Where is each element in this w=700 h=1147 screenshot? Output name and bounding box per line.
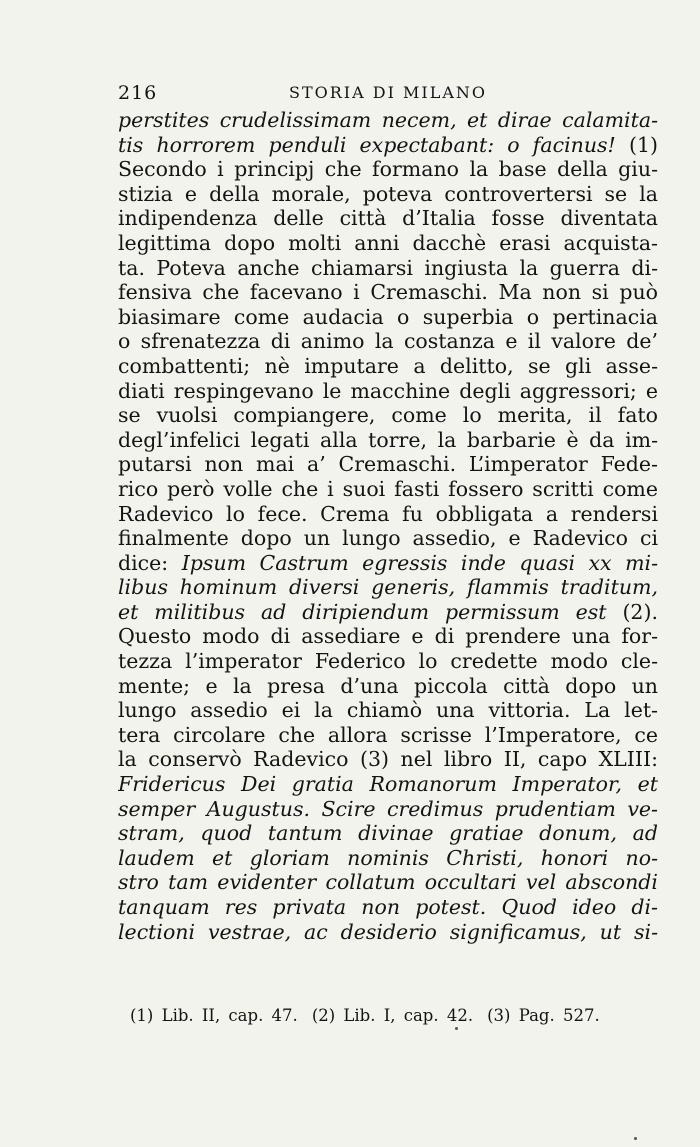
page-number: 216 bbox=[118, 82, 158, 104]
text-segment: o sfrenatezza di animo la costanza e il valore de’ bbox=[118, 329, 658, 354]
text-line bbox=[118, 624, 658, 649]
latin-quote: perstites crudelissimam necem, et dirae calamita- bbox=[118, 108, 658, 132]
text-segment: ta. Poteva anche chiamarsi ingiusta la guerra di- bbox=[118, 255, 658, 280]
latin-quote: laudem et gloriam nominis Christi, honori no- bbox=[118, 845, 658, 870]
text-line bbox=[118, 133, 658, 158]
text-line bbox=[118, 477, 658, 502]
latin-quote: Ipsum Castrum egressis inde quasi xx mi- bbox=[181, 550, 658, 575]
text-line bbox=[118, 772, 658, 797]
text-line bbox=[118, 649, 658, 674]
text-segment: finalmente dopo un lungo assedio, e Radevico ci bbox=[118, 526, 658, 551]
text-line bbox=[118, 821, 658, 846]
latin-quote: lectioni vestrae, ac desiderio significamus, ut si- bbox=[118, 919, 658, 944]
text-line bbox=[118, 747, 658, 772]
text-segment: dice: bbox=[118, 550, 182, 575]
text-segment: se vuolsi compiangere, come lo merita, il fato bbox=[118, 403, 658, 428]
text-segment: legittima dopo molti anni dacchè erasi acquista- bbox=[118, 230, 658, 255]
text-segment: la conservò Radevico (3) nel libro II, capo XLIII: bbox=[118, 747, 658, 772]
text-segment: diati respingevano le macchine degli aggressori; e bbox=[118, 378, 658, 403]
page-header bbox=[118, 82, 658, 110]
text-segment: degl’infelici legati alla torre, la barbarie è da im- bbox=[118, 427, 658, 452]
paper-speck bbox=[634, 1137, 637, 1140]
text-segment: putarsi non mai a’ Cremaschi. L’imperator Fede- bbox=[118, 452, 658, 477]
footnote: (1) Lib. II, cap. 47. bbox=[130, 1006, 298, 1025]
latin-quote: tanquam res privata non potest. Quod ideo di- bbox=[118, 895, 658, 919]
text-segment: lungo assedio ei la chiamò una vittoria. La let- bbox=[118, 698, 658, 723]
text-line bbox=[118, 846, 658, 871]
text-line bbox=[118, 920, 658, 945]
latin-quote: tis horrorem penduli expectabant: o facinus! bbox=[118, 132, 616, 157]
latin-quote: libus hominum diversi generis, flammis traditum, bbox=[118, 575, 658, 600]
text-line bbox=[118, 502, 658, 527]
latin-quote: stram, quod tantum divinae gratiae donum, ad bbox=[118, 821, 658, 846]
text-segment: Questo modo di assediare e di prendere una for- bbox=[118, 624, 658, 649]
text-segment: tezza l’imperator Federico lo credette modo cle- bbox=[118, 649, 658, 674]
text-segment: stizia e della morale, poteva controvertersi se la bbox=[118, 181, 658, 206]
text-line bbox=[118, 182, 658, 207]
text-line bbox=[118, 280, 658, 305]
text-line bbox=[118, 698, 658, 723]
paper-speck bbox=[455, 1027, 458, 1030]
text-segment: (1) bbox=[615, 132, 658, 157]
text-line bbox=[118, 895, 658, 920]
body-text bbox=[118, 108, 658, 944]
text-line bbox=[118, 379, 658, 404]
text-segment: fensiva che facevano i Cremaschi. Ma non si può bbox=[118, 280, 658, 305]
text-line bbox=[118, 452, 658, 477]
text-segment: (2). bbox=[606, 599, 658, 624]
running-title: STORIA DI MILANO bbox=[289, 83, 487, 102]
text-segment: indipendenza delle città d’Italia fosse diventata bbox=[118, 206, 658, 231]
text-segment: biasimare come audacia o superbia o pertinacia bbox=[118, 304, 658, 329]
text-line bbox=[118, 329, 658, 354]
text-line bbox=[118, 674, 658, 699]
text-line bbox=[118, 206, 658, 231]
text-line bbox=[118, 575, 658, 600]
latin-quote: Fridericus Dei gratia Romanorum Imperator, et bbox=[118, 772, 658, 797]
latin-quote: semper Augustus. Scire credimus prudentiam ve- bbox=[118, 796, 658, 821]
latin-quote: et militibus ad diripiendum permissum est bbox=[118, 599, 607, 624]
text-segment: rico però volle che i suoi fasti fossero scritti come bbox=[118, 476, 658, 501]
text-line bbox=[118, 157, 658, 182]
text-segment: tera circolare che allora scrisse l’Imperatore, ce bbox=[118, 722, 658, 747]
text-line bbox=[118, 870, 658, 895]
footnote: (3) Pag. 527. bbox=[487, 1006, 600, 1025]
text-segment: mente; e la presa d’una piccola città dopo un bbox=[118, 673, 658, 698]
text-segment: Secondo i principj che formano la base della giu- bbox=[118, 157, 658, 182]
text-line bbox=[118, 428, 658, 453]
text-line bbox=[118, 231, 658, 256]
footnote: (2) Lib. I, cap. 42. bbox=[311, 1006, 474, 1025]
text-line bbox=[118, 354, 658, 379]
text-segment: combattenti; nè imputare a delitto, se gli asse- bbox=[118, 353, 658, 378]
text-line bbox=[118, 403, 658, 428]
text-line bbox=[118, 797, 658, 822]
text-line bbox=[118, 723, 658, 748]
text-line bbox=[118, 108, 658, 133]
text-line bbox=[118, 305, 658, 330]
text-line bbox=[118, 526, 658, 551]
text-line bbox=[118, 600, 658, 625]
text-line bbox=[118, 256, 658, 281]
text-line bbox=[118, 551, 658, 576]
latin-quote: stro tam evidenter collatum occultari vel abscondi bbox=[118, 870, 658, 895]
footnotes bbox=[130, 1006, 650, 1025]
text-segment: Radevico lo fece. Crema fu obbligata a rendersi bbox=[118, 501, 658, 526]
